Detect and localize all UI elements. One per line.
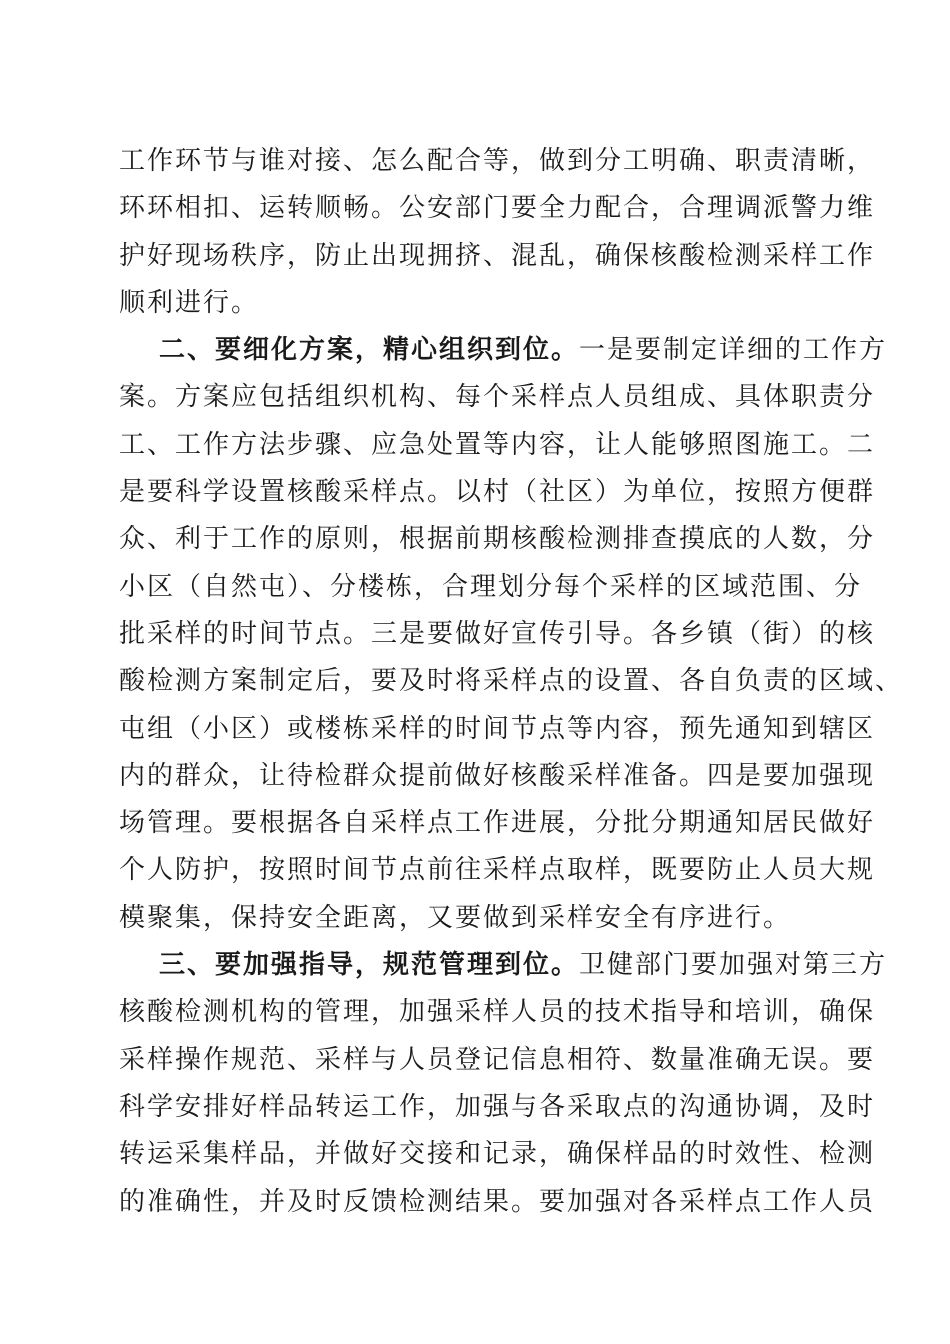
text-line: 顺利进行。: [119, 287, 260, 318]
text-line: 护好现场秩序，防止出现拥挤、混乱，确保核酸检测采样工作: [119, 240, 876, 271]
text-line: 的准确性，并及时反馈检测结果。要加强对各采样点工作人员: [119, 1186, 876, 1217]
text-run: 一是要制定详细的工作方: [579, 335, 888, 366]
section-heading: 三、要加强指导，规范管理到位。: [159, 950, 580, 981]
text-line: 科学安排好样品转运工作，加强与各采取点的沟通协调，及时: [119, 1091, 876, 1122]
paragraph-2: [119, 327, 904, 942]
text-line: 酸检测方案制定后，要及时将采样点的设置、各自负责的区域、: [119, 666, 904, 697]
section-heading: 二、要细化方案，精心组织到位。: [159, 335, 580, 366]
text-line: 众、利于工作的原则，根据前期核酸检测排查摸底的人数，分: [119, 524, 876, 555]
body-text: [119, 138, 904, 1226]
text-line: [119, 327, 888, 374]
text-line: 是要科学设置核酸采样点。以村（社区）为单位，按照方便群: [119, 477, 876, 508]
text-line: 采样操作规范、采样与人员登记信息相符、数量准确无误。要: [119, 1044, 876, 1075]
text-line: 场管理。要根据各自采样点工作进展，分批分期通知居民做好: [119, 808, 876, 839]
paragraph-1: [119, 138, 876, 327]
text-line: 工、工作方法步骤、应急处置等内容，让人能够照图施工。二: [119, 429, 876, 460]
text-line: 转运采集样品，并做好交接和记录，确保样品的时效性、检测: [119, 1139, 876, 1170]
text-line: 小区（自然屯）、分楼栋，合理划分每个采样的区域范围、分: [119, 571, 863, 602]
text-line: 屯组（小区）或楼栋采样的时间节点等内容，预先通知到辖区: [119, 713, 876, 744]
text-line: 个人防护，按照时间节点前往采样点取样，既要防止人员大规: [119, 855, 876, 886]
text-line: 批采样的时间节点。三是要做好宣传引导。各乡镇（街）的核: [119, 618, 876, 649]
text-line: [119, 942, 888, 989]
text-line: 案。方案应包括组织机构、每个采样点人员组成、具体职责分: [119, 382, 876, 413]
text-line: 模聚集，保持安全距离，又要做到采样安全有序进行。: [119, 902, 792, 933]
text-line: 环环相扣、运转顺畅。公安部门要全力配合，合理调派警力维: [119, 193, 876, 224]
text-line: 核酸检测机构的管理，加强采样人员的技术指导和培训，确保: [119, 997, 876, 1028]
text-run: 卫健部门要加强对第三方: [579, 950, 888, 981]
paragraph-3: [119, 942, 888, 1226]
text-line: 内的群众，让待检群众提前做好核酸采样准备。四是要加强现: [119, 760, 876, 791]
text-line: 工作环节与谁对接、怎么配合等，做到分工明确、职责清晰，: [119, 146, 876, 176]
